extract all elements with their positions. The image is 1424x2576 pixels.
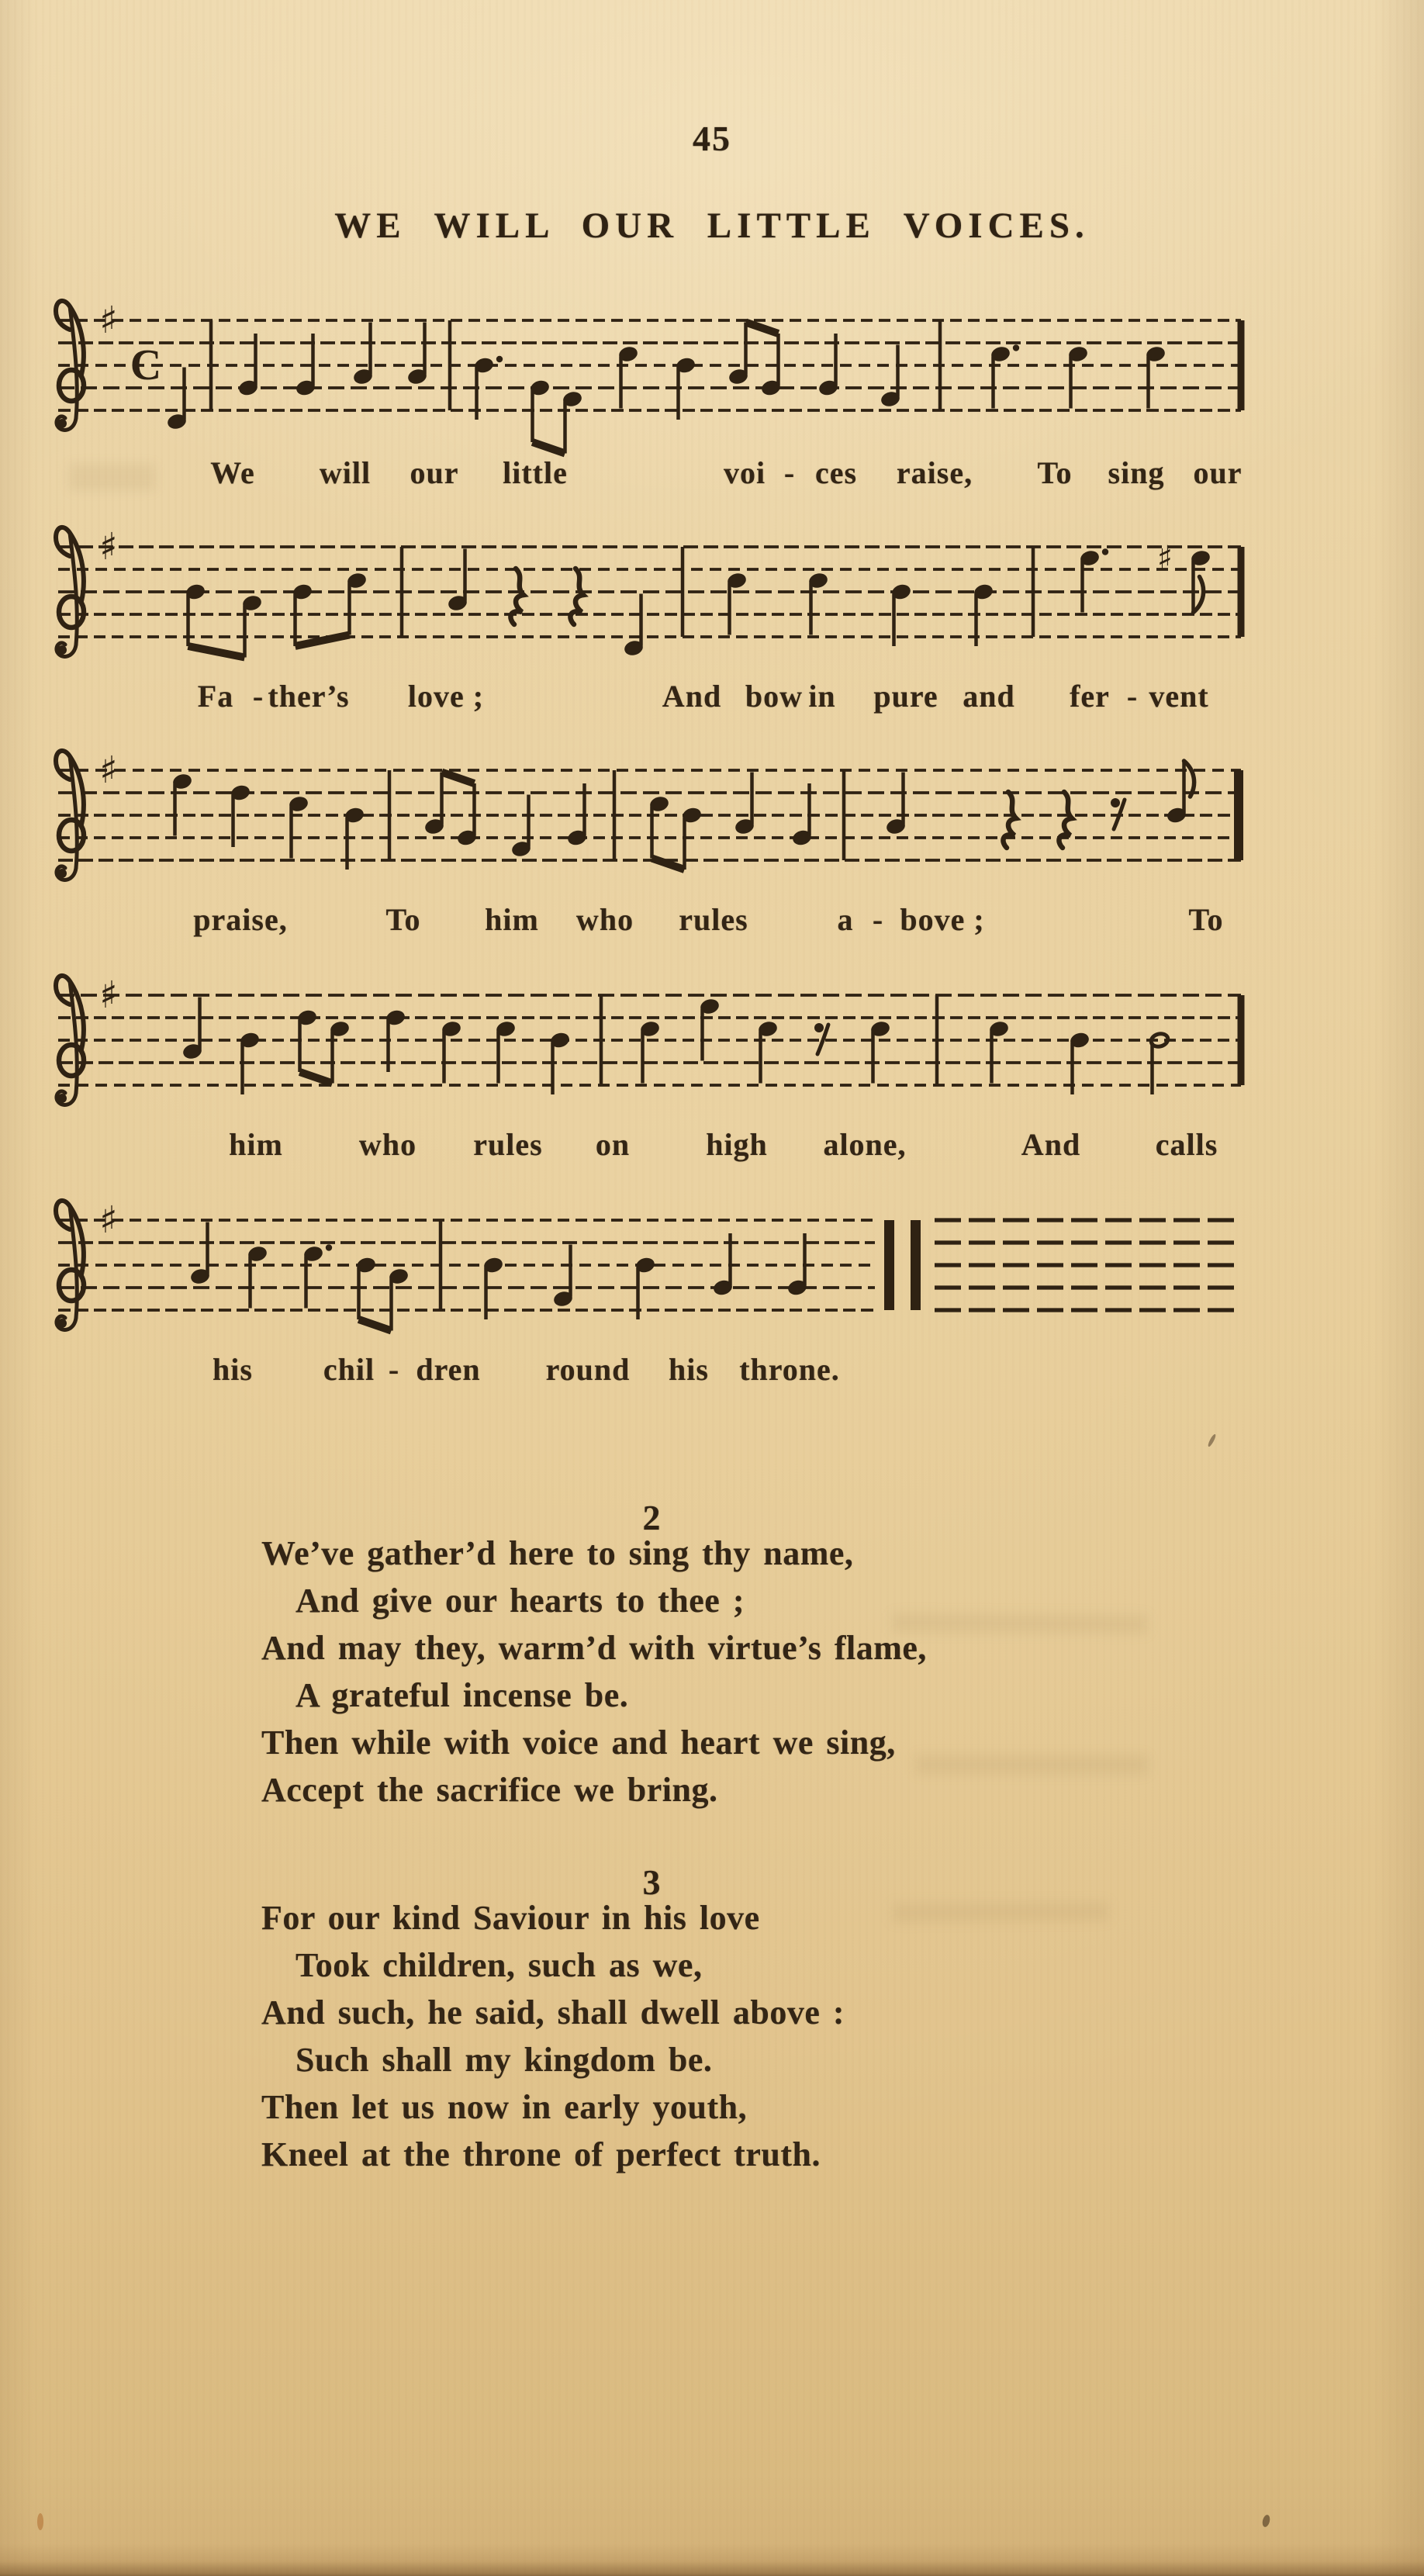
lyric-word: on — [595, 1127, 631, 1162]
barline — [613, 770, 617, 860]
lyric-word: little — [503, 455, 568, 490]
lyric-word: pure — [873, 679, 938, 714]
lyric-word: calls — [1155, 1127, 1218, 1162]
key-signature-sharp: ♯ — [99, 299, 118, 342]
lyric-word: - — [388, 1352, 400, 1387]
quarter-rest — [510, 569, 524, 624]
verse-line: We’ve gather’d here to sing thy name, — [261, 1534, 854, 1572]
lyric-word: To — [385, 902, 421, 937]
lyric-word: To — [1188, 902, 1224, 937]
barline — [439, 1220, 443, 1310]
barline — [1238, 320, 1245, 410]
verse-line: Accept the sacrifice we bring. — [261, 1771, 718, 1809]
lyric-word: dren — [416, 1352, 481, 1387]
lyric-word: bove ; — [900, 902, 985, 937]
verse-line: And give our hearts to thee ; — [296, 1582, 745, 1620]
lyric-word: who — [575, 902, 634, 937]
lyric-word: throne. — [739, 1352, 840, 1387]
lyric-word: love ; — [407, 679, 485, 714]
paper-speck — [37, 2513, 43, 2530]
barline — [935, 995, 939, 1085]
key-signature-sharp: ♯ — [99, 973, 118, 1017]
key-signature-sharp: ♯ — [99, 1198, 118, 1242]
barline — [681, 547, 685, 637]
verse-line: And such, he said, shall dwell above : — [261, 1993, 845, 2031]
lyric-word: To — [1037, 455, 1073, 490]
barline — [938, 320, 942, 410]
barline — [842, 770, 846, 860]
lyric-word: And — [1021, 1127, 1081, 1162]
lyric-word: our — [1193, 455, 1243, 490]
key-signature-sharp: ♯ — [99, 525, 118, 569]
lyric-word: in — [808, 679, 836, 714]
lyric-word: his — [669, 1352, 709, 1387]
page-number: 45 — [693, 119, 731, 158]
key-signature-sharp: ♯ — [99, 749, 118, 792]
barline — [1032, 547, 1035, 637]
paper-smudge — [892, 1613, 1148, 1634]
verse-line: Then while with voice and heart we sing, — [261, 1724, 896, 1762]
augmentation-dot — [326, 1244, 332, 1250]
accidental-sharp: ♯ — [1156, 538, 1173, 577]
lyric-word: a — [837, 902, 854, 937]
lyric-word: him — [485, 902, 539, 937]
barline — [1238, 995, 1245, 1085]
verse-2 — [261, 1530, 927, 1814]
lyric-word: ces — [814, 455, 858, 490]
lyric-word: his — [213, 1352, 253, 1387]
quarter-rest — [1059, 792, 1072, 848]
verse-number: 2 — [642, 1498, 661, 1537]
beam — [652, 859, 685, 870]
lyric-word: him — [229, 1127, 283, 1162]
verse-line: And may they, warm’d with virtue’s flame, — [261, 1629, 927, 1667]
paper-speck — [1207, 1433, 1217, 1447]
paper-smudge — [892, 1901, 1109, 1923]
lyric-word: vent — [1149, 679, 1209, 714]
page-bottom-edge — [0, 2543, 1424, 2576]
barline — [400, 547, 404, 637]
paper-smudge — [70, 464, 155, 490]
time-signature-common: C — [130, 341, 162, 389]
lyric-word: who — [358, 1127, 417, 1162]
paper-smudge — [915, 1755, 1148, 1775]
lyric-word: Fa — [197, 679, 234, 714]
lyric-word: high — [706, 1127, 768, 1162]
eighth-rest — [1111, 798, 1120, 807]
lyric-word: sing — [1108, 455, 1165, 490]
lyric-word: raise, — [896, 455, 973, 490]
lyric-word: praise, — [193, 902, 288, 937]
augmentation-dot — [1102, 548, 1108, 555]
verse-number: 3 — [642, 1862, 661, 1902]
augmentation-dot — [496, 356, 503, 362]
beam — [746, 323, 779, 334]
paper-speck — [1261, 2514, 1271, 2528]
verse-line: For our kind Saviour in his love — [261, 1899, 760, 1937]
lyric-word: alone, — [823, 1127, 907, 1162]
lyric-word: rules — [473, 1127, 543, 1162]
lyric-word: rules — [679, 902, 748, 937]
verse-line: Kneel at the throne of perfect truth. — [261, 2135, 821, 2173]
barline — [448, 320, 452, 410]
lyric-word: And — [662, 679, 722, 714]
lyric-word: fer — [1070, 679, 1110, 714]
beam — [359, 1319, 392, 1331]
lyric-word: - — [872, 902, 884, 937]
beam — [188, 646, 245, 658]
barline — [1234, 770, 1243, 860]
verse-line: A grateful incense be. — [296, 1676, 629, 1714]
lyric-word: bow — [745, 679, 804, 714]
barline — [209, 320, 213, 410]
lyric-word: ther’s — [268, 679, 350, 714]
lyric-word: will — [319, 455, 372, 490]
barline — [1238, 547, 1245, 637]
barline — [600, 995, 603, 1085]
barline — [388, 770, 392, 860]
verse-3 — [261, 1894, 845, 2178]
verse-line: Such shall my kingdom be. — [296, 2041, 713, 2079]
lyric-word: voi — [723, 455, 766, 490]
hymn-title: WE WILL OUR LITTLE VOICES. — [334, 206, 1090, 246]
beam — [300, 1072, 333, 1084]
verse-line: Took children, such as we, — [296, 1946, 703, 1984]
lyric-word: - — [783, 455, 796, 490]
beam — [296, 635, 350, 647]
eighth-rest — [814, 1023, 824, 1032]
verse-line: Then let us now in early youth, — [261, 2088, 748, 2126]
lyric-word: chil — [323, 1352, 375, 1387]
lyric-word: - — [252, 679, 264, 714]
lyric-word: round — [545, 1352, 631, 1387]
augmentation-dot — [1013, 344, 1019, 351]
final-double-barline — [911, 1220, 921, 1310]
quarter-rest — [1003, 792, 1016, 848]
lyric-word: our — [410, 455, 459, 490]
beam — [442, 773, 475, 784]
lyric-word: - — [1126, 679, 1139, 714]
lyric-word: We — [210, 455, 255, 490]
final-double-barline — [884, 1220, 894, 1310]
lyric-word: and — [963, 679, 1015, 714]
quarter-rest — [570, 569, 583, 624]
